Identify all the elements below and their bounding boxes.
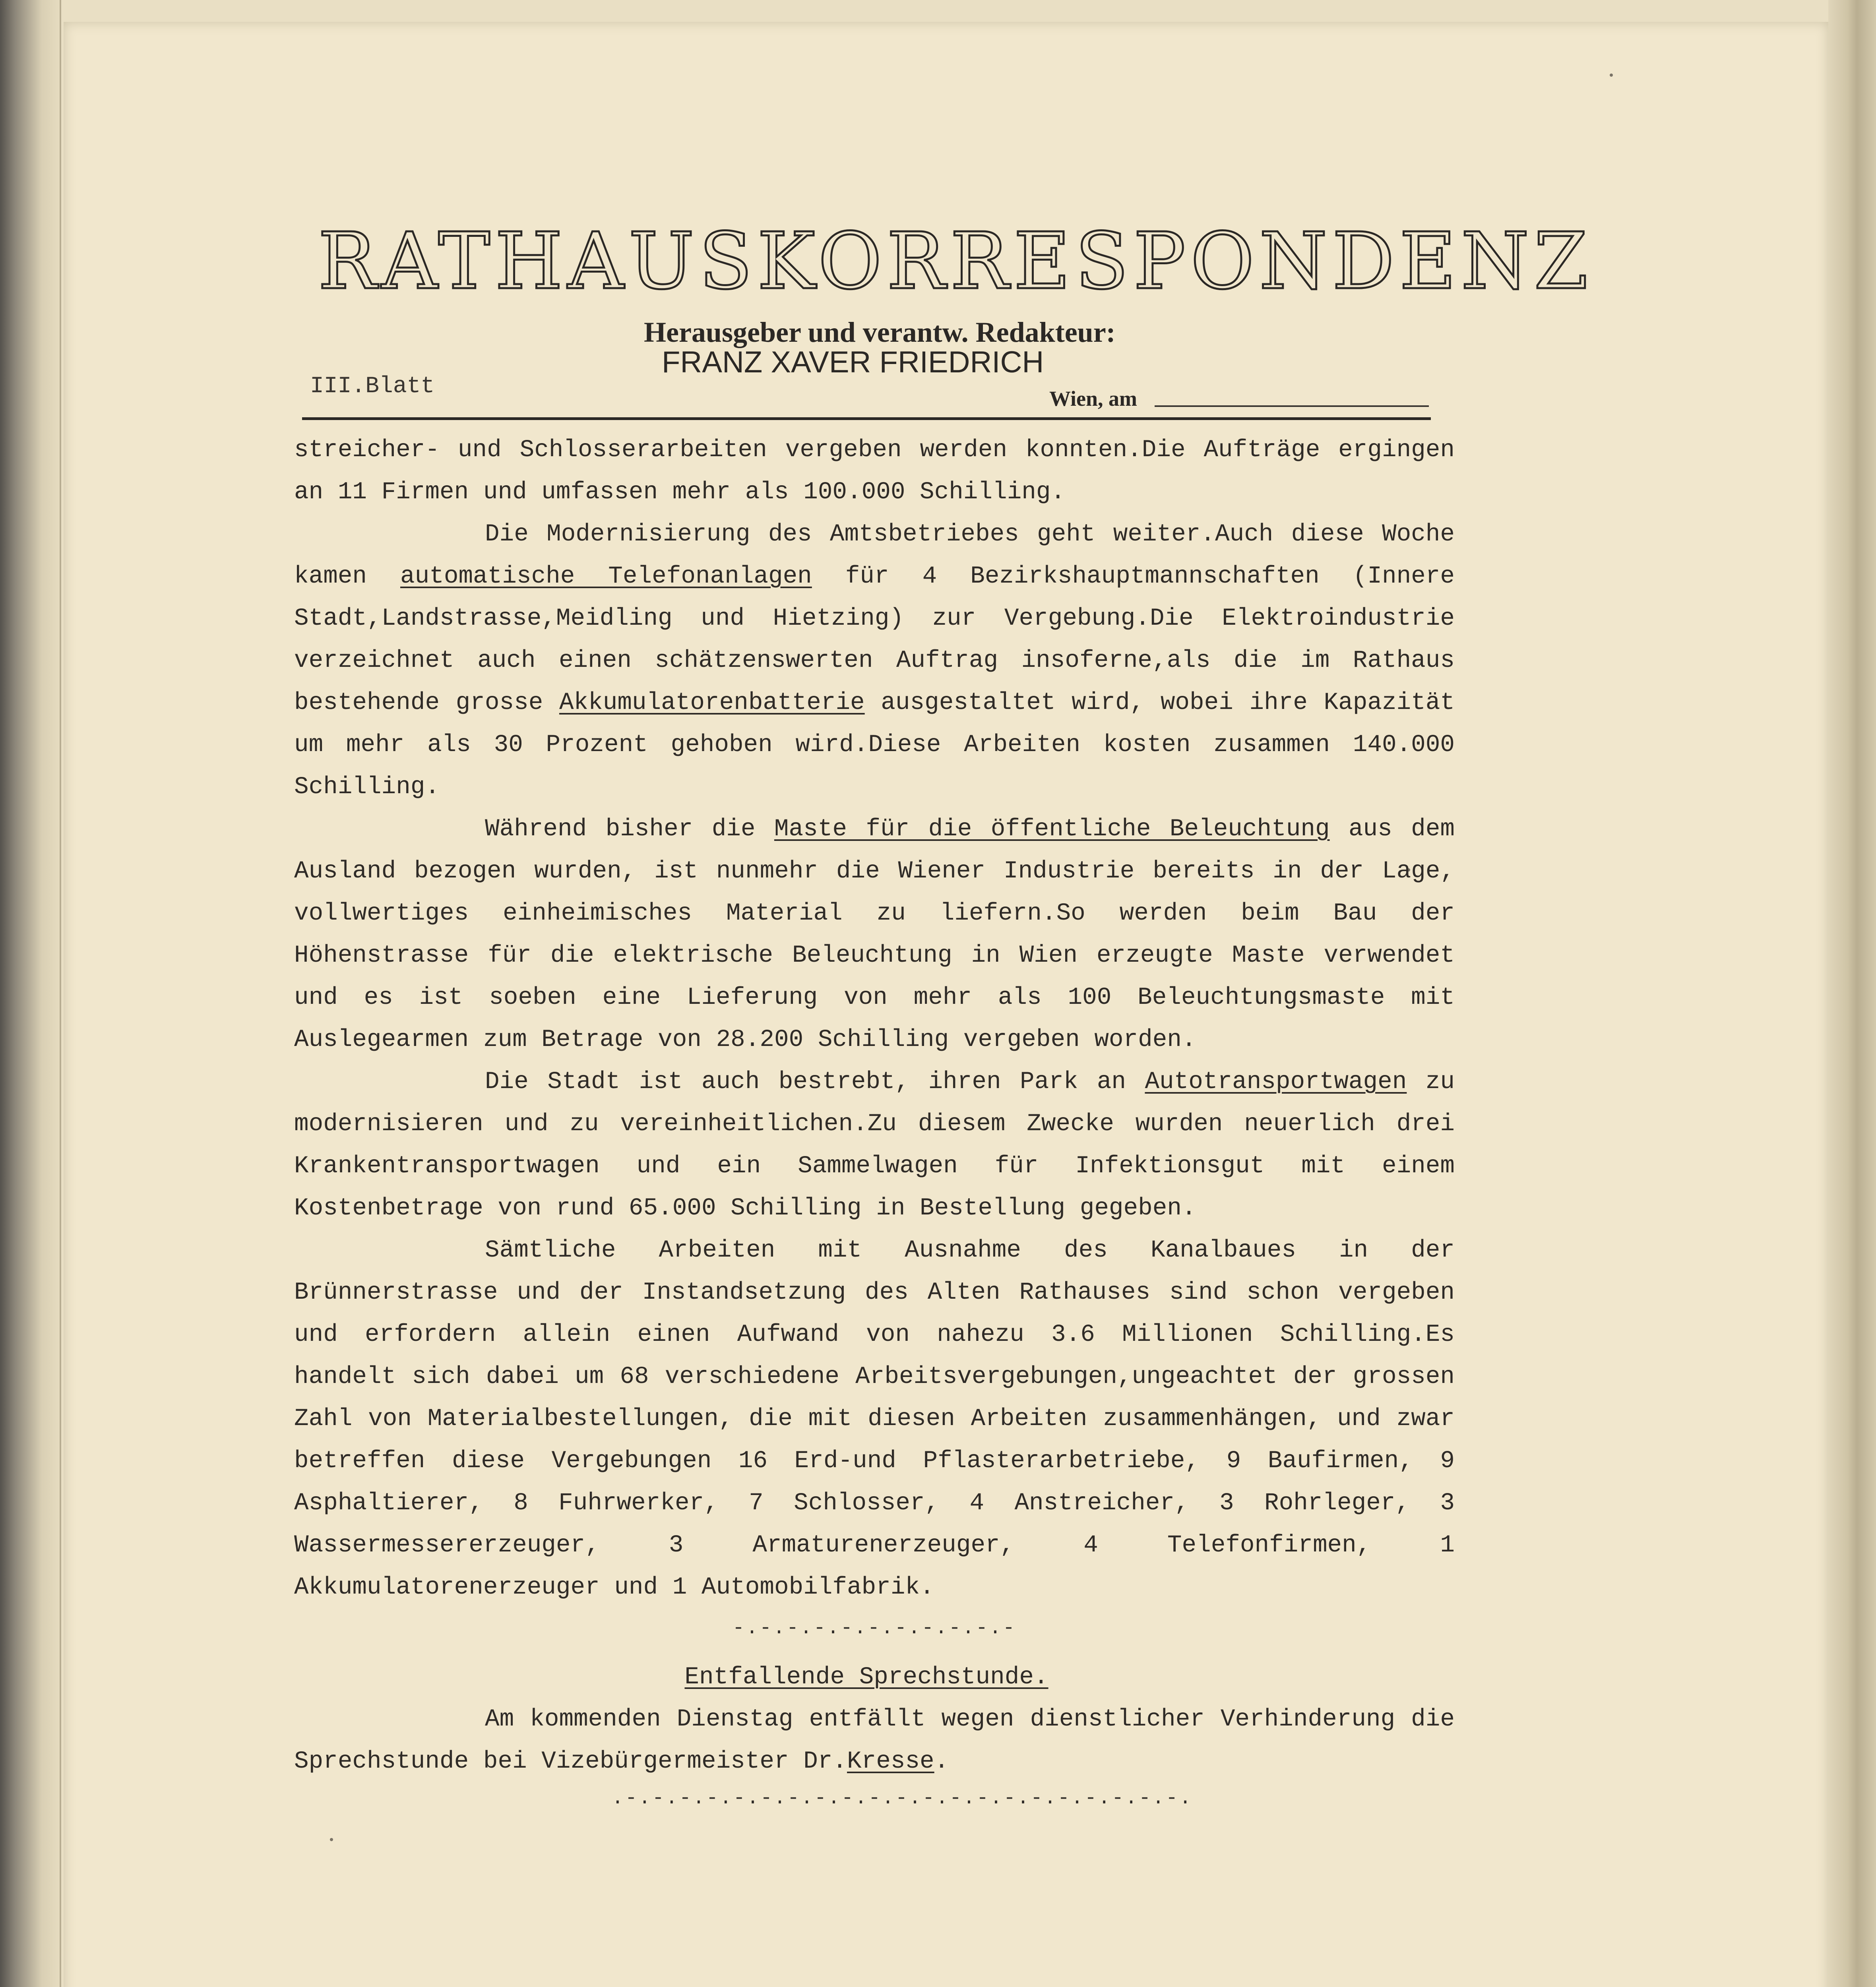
paper-speck bbox=[330, 1838, 333, 1841]
paragraph-2: Die Modernisierung des Amtsbetriebes geht weiter.Auch diese Woche kamen automatische Telefonanlagen für 4 Bezirkshauptmannschaften (Innere Stadt,Landstrasse,Meidling und Hietzing) zur Vergebung.Die Elektroindustrie verzeichnet auch einen schätzenswerten Auftrag insoferne,als die im Rathaus bestehende grosse Akkumulatorenbatterie ausgestaltet wird, wobei ihre Kapazität um mehr als 30 Prozent gehoben wird.Diese Arbeiten kosten zusammen 140.000 Schilling. bbox=[294, 521, 1455, 801]
date-blank-line bbox=[1155, 405, 1429, 407]
section-title: Entfallende Sprechstunde. bbox=[684, 1664, 1048, 1691]
paper-speck bbox=[1610, 74, 1613, 77]
editor-name: FRANZ XAVER FRIEDRICH bbox=[662, 345, 1044, 379]
masthead-rule bbox=[302, 417, 1431, 420]
underlined-term: automatische Telefonanlagen bbox=[400, 563, 812, 590]
paragraph-1: streicher- und Schlosserarbeiten vergeben werden konnten.Die Aufträge ergingen an 11 Firmen und umfassen mehr als 100.000 Schilling. bbox=[294, 436, 1455, 506]
paragraph-4: Die Stadt ist auch bestrebt, ihren Park an Autotransportwagen zu modernisieren und zu vereinheitlichen.Zu diesem Zwecke wurden neuerlich drei Krankentransportwagen und ein Sammelwagen für Infektionsgut mit einem Kostenbetrage von rund 65.000 Schilling in Bestellung gegeben. bbox=[294, 1068, 1455, 1222]
underlined-term: Maste für die öffentliche Beleuchtung bbox=[774, 815, 1330, 843]
place-date-label: Wien, am bbox=[1049, 387, 1138, 411]
book-binding bbox=[0, 0, 60, 1987]
paragraph-5: Sämtliche Arbeiten mit Ausnahme des Kanalbaues in der Brünnerstrasse und der Instandsetzung des Alten Rathauses sind schon vergeben und erfordern allein einen Aufwand von nahezu 3.6 Millionen Schilling.Es handelt sich dabei um 68 verschiedene Arbeitsvergebungen,ungeachtet der grossen Zahl von Materialbestellungen, die mit diesen Arbeiten zusammenhängen, und zwar betreffen diese Vergebungen 16 Erd-und Pflasterarbetriebe, 9 Baufirmen, 9 Asphaltierer, 8 Fuhrwerker, 7 Schlosser, 4 Anstreicher, 3 Rohrleger, 3 Wassermessererzeuger, 3 Armaturenerzeuger, 4 Telefonfirmen, 1 Akkumulatorenerzeuger und 1 Automobilfabrik. bbox=[294, 1237, 1455, 1601]
underlined-term: Kresse bbox=[847, 1748, 934, 1775]
underlined-term: Akkumulatorenbatterie bbox=[559, 689, 865, 717]
masthead-title: RATHAUSKORRESPONDENZ bbox=[318, 216, 1593, 307]
end-separator: .-.-.-.-.-.-.-.-.-.-.-.-.-.-.-.-.-.-.-.-.-. bbox=[611, 1787, 1193, 1810]
document-body bbox=[294, 429, 1455, 1815]
underlined-term: Autotransportwagen bbox=[1145, 1068, 1407, 1096]
separator-line: -.-.-.-.-.-.-.-.-.-.- bbox=[732, 1617, 1017, 1640]
paragraph-6: Am kommenden Dienstag entfällt wegen dienstlicher Verhinderung die Sprechstunde bei Vizebürgermeister Dr.Kresse. bbox=[294, 1706, 1455, 1775]
sheet-number: III.Blatt bbox=[310, 374, 435, 399]
paragraph-3: Während bisher die Maste für die öffentliche Beleuchtung aus dem Ausland bezogen wurden, ist nunmehr die Wiener Industrie bereits in der Lage, vollwertiges einheimisches Material zu liefern.So werden beim Bau der Höhenstrasse für die elektrische Beleuchtung in Wien erzeugte Maste verwendet und es ist soeben eine Lieferung von mehr als 100 Beleuchtungsmaste mit Auslegearmen zum Betrage von 28.200 Schilling vergeben worden. bbox=[294, 815, 1455, 1054]
binding-edge bbox=[60, 0, 61, 1987]
publisher-line: Herausgeber und verantw. Redakteur: bbox=[644, 316, 1116, 348]
page-stack-edge bbox=[1828, 0, 1876, 1987]
